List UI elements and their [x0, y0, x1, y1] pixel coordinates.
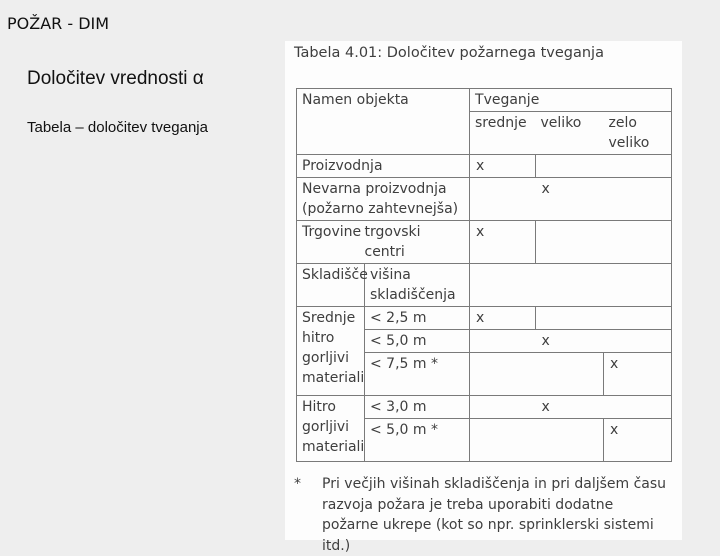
slide-subtitle: Določitev vrednosti α [27, 68, 204, 89]
mark-veliko: x [536, 396, 604, 419]
header-veliko: veliko [536, 112, 604, 155]
slide-caption: Tabela – določitev tveganja [27, 119, 208, 136]
row-label: Srednje hitro gorljivi materiali [297, 307, 365, 396]
table-row [297, 155, 672, 178]
row-sublabel: trgovski centri [365, 221, 470, 264]
mark-zelo-veliko: x [604, 353, 672, 396]
scanned-table-image [285, 41, 682, 554]
mark-srednje: x [470, 221, 536, 264]
header-zelo-veliko: zelo veliko [604, 112, 672, 155]
risk-table [296, 88, 672, 462]
table-header-row [297, 89, 672, 112]
table-row [297, 264, 672, 307]
row-height: < 5,0 m [365, 330, 470, 353]
row-height: < 3,0 m [365, 396, 470, 419]
table-row [297, 396, 672, 419]
mark-srednje: x [470, 307, 536, 330]
header-namen: Namen objekta [297, 89, 470, 155]
row-height: < 5,0 m * [365, 419, 470, 462]
footnote-text: Pri večjih višinah skladiščenja in pri daljšem času razvoja požara je treba uporabiti dodatne požarne ukrepe (kot so npr. sprinklerski sistemi itd.) [322, 476, 667, 554]
table-row [297, 221, 672, 264]
header-srednje: srednje [470, 112, 536, 155]
table-row [297, 307, 672, 330]
slide-title: POŽAR - DIM [7, 14, 110, 33]
table-title: Tabela 4.01: Določitev požarnega tveganja [294, 45, 604, 61]
row-label: Trgovine [297, 221, 365, 264]
footnote-marker: * [294, 476, 301, 492]
row-label: Hitro gorljivi materiali [297, 396, 365, 462]
mark-veliko: x [536, 178, 604, 221]
table-row [297, 178, 672, 221]
row-height: < 7,5 m * [365, 353, 470, 396]
mark-srednje: x [470, 155, 536, 178]
row-label: Skladišče [297, 264, 365, 307]
row-label: Nevarna proizvodnja (požarno zahtevnejša) [297, 178, 470, 221]
header-tveganje: Tveganje [470, 89, 672, 112]
row-sublabel: višina skladiščenja [365, 264, 470, 307]
mark-veliko: x [536, 330, 604, 353]
row-label: Proizvodnja [297, 155, 470, 178]
mark-zelo-veliko: x [604, 419, 672, 462]
row-height: < 2,5 m [365, 307, 470, 330]
